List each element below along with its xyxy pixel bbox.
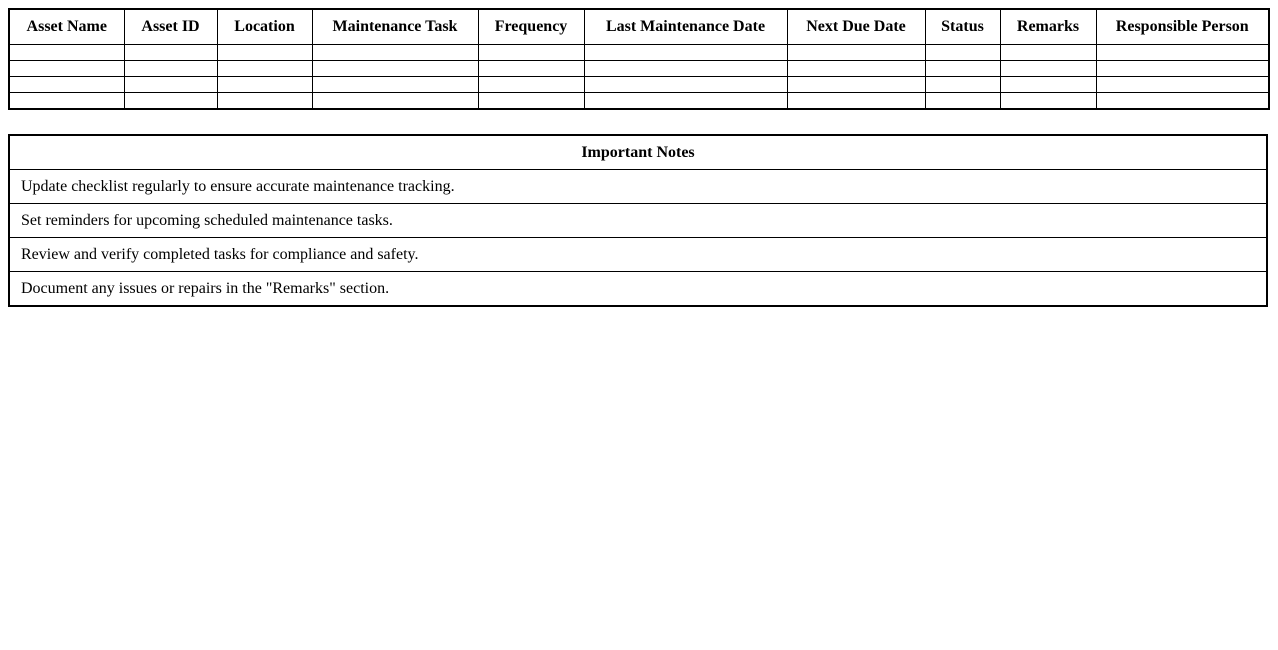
table-row: [9, 45, 1269, 61]
column-header-remarks: Remarks: [1000, 9, 1096, 45]
empty-cell: [124, 93, 217, 110]
checklist-header-row: [9, 9, 1269, 45]
column-header-asset-name: Asset Name: [9, 9, 124, 45]
empty-cell: [1096, 61, 1269, 77]
note-row: [9, 238, 1267, 272]
empty-cell: [584, 93, 787, 110]
empty-cell: [1000, 61, 1096, 77]
empty-cell: [1000, 45, 1096, 61]
empty-cell: [787, 77, 925, 93]
empty-cell: [584, 77, 787, 93]
empty-cell: [1096, 93, 1269, 110]
empty-cell: [478, 45, 584, 61]
empty-cell: [9, 93, 124, 110]
table-row: [9, 93, 1269, 110]
empty-cell: [9, 77, 124, 93]
empty-cell: [478, 93, 584, 110]
empty-cell: [217, 61, 312, 77]
empty-cell: [124, 77, 217, 93]
column-header-frequency: Frequency: [478, 9, 584, 45]
empty-cell: [787, 93, 925, 110]
empty-cell: [925, 61, 1000, 77]
empty-cell: [312, 77, 478, 93]
checklist-empty-rows: [9, 45, 1269, 110]
note-row: [9, 272, 1267, 307]
empty-cell: [584, 61, 787, 77]
empty-cell: [787, 61, 925, 77]
table-row: [9, 61, 1269, 77]
note-row: [9, 170, 1267, 204]
column-header-next-due-date: Next Due Date: [787, 9, 925, 45]
column-header-responsible-person: Responsible Person: [1096, 9, 1269, 45]
empty-cell: [9, 45, 124, 61]
notes-title: Important Notes: [9, 135, 1267, 170]
empty-cell: [787, 45, 925, 61]
note-row: [9, 204, 1267, 238]
empty-cell: [124, 45, 217, 61]
empty-cell: [584, 45, 787, 61]
note-item: Set reminders for upcoming scheduled maintenance tasks.: [9, 204, 1267, 238]
note-item: Review and verify completed tasks for compliance and safety.: [9, 238, 1267, 272]
notes-header-row: [9, 135, 1267, 170]
column-header-last-maintenance-date: Last Maintenance Date: [584, 9, 787, 45]
column-header-location: Location: [217, 9, 312, 45]
important-notes-table: [8, 134, 1268, 307]
empty-cell: [312, 45, 478, 61]
empty-cell: [9, 61, 124, 77]
empty-cell: [312, 61, 478, 77]
empty-cell: [925, 93, 1000, 110]
empty-cell: [1096, 77, 1269, 93]
empty-cell: [1000, 77, 1096, 93]
empty-cell: [312, 93, 478, 110]
empty-cell: [1096, 45, 1269, 61]
empty-cell: [217, 45, 312, 61]
note-item: Document any issues or repairs in the "Remarks" section.: [9, 272, 1267, 307]
empty-cell: [217, 77, 312, 93]
column-header-status: Status: [925, 9, 1000, 45]
maintenance-checklist-table: [8, 8, 1270, 110]
empty-cell: [1000, 93, 1096, 110]
empty-cell: [124, 61, 217, 77]
table-row: [9, 77, 1269, 93]
empty-cell: [925, 45, 1000, 61]
empty-cell: [478, 61, 584, 77]
empty-cell: [925, 77, 1000, 93]
empty-cell: [217, 93, 312, 110]
note-item: Update checklist regularly to ensure accurate maintenance tracking.: [9, 170, 1267, 204]
column-header-maintenance-task: Maintenance Task: [312, 9, 478, 45]
column-header-asset-id: Asset ID: [124, 9, 217, 45]
empty-cell: [478, 77, 584, 93]
